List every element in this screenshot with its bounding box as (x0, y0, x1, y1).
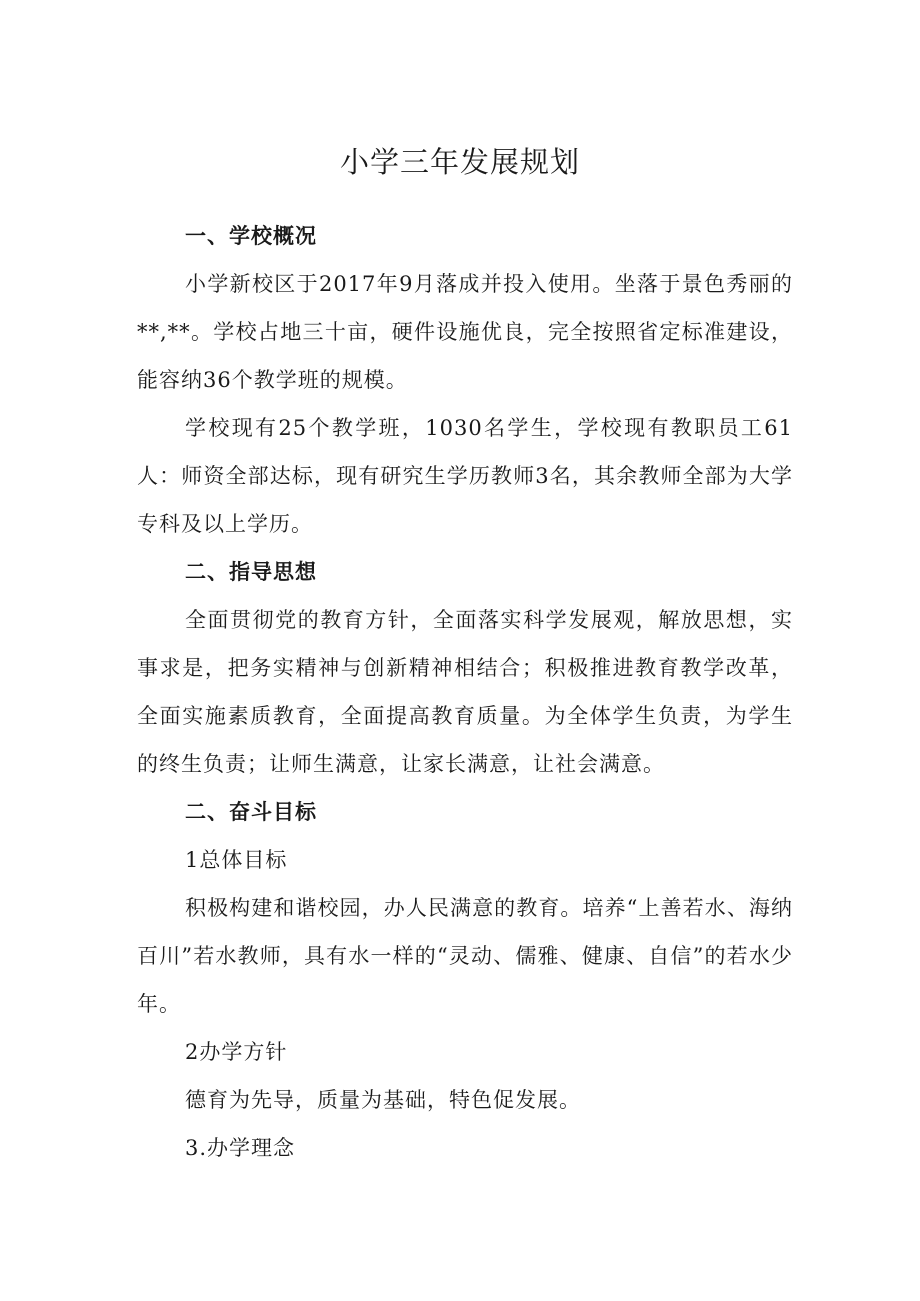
goal-1-text: 积极构建和谐校园，办人民满意的教育。培养“上善若水、海纳百川”若水教师，具有水一样的“灵动、儒雅、健康、自信”的若水少年。 (137, 896, 793, 1016)
goal-2-label: 2办学方针 (185, 1040, 288, 1064)
paragraph-overview-1: 小学新校区于2017年9月落成并投入使用。坐落于景色秀丽的**,**。学校占地三十亩，硬件设施优良，完全按照省定标准建设，能容纳36个教学班的规模。 (137, 272, 793, 392)
document-body (137, 212, 793, 1172)
paragraph-guiding: 全面贯彻党的教育方针，全面落实科学发展观，解放思想，实事求是，把务实精神与创新精神相结合；积极推进教育教学改革，全面实施素质教育，全面提高教育质量。为全体学生负责，为学生的终生负责；让师生满意，让家长满意，让社会满意。 (137, 608, 793, 776)
section-heading-guiding: 二、指导思想 (185, 560, 317, 584)
section-heading-goals: 二、奋斗目标 (185, 800, 317, 824)
paragraph-overview-2: 学校现有25个教学班，1030名学生，学校现有教职员工61人：师资全部达标，现有研究生学历教师3名，其余教师全部为大学专科及以上学历。 (137, 416, 793, 536)
goal-3-label: 3.办学理念 (185, 1136, 296, 1160)
goal-2-text: 德育为先导，质量为基础，特色促发展。 (185, 1088, 581, 1112)
section-heading-overview: 一、学校概况 (185, 224, 317, 248)
goal-1-label: 1总体目标 (185, 848, 288, 872)
page-title: 小学三年发展规划 (339, 145, 580, 179)
